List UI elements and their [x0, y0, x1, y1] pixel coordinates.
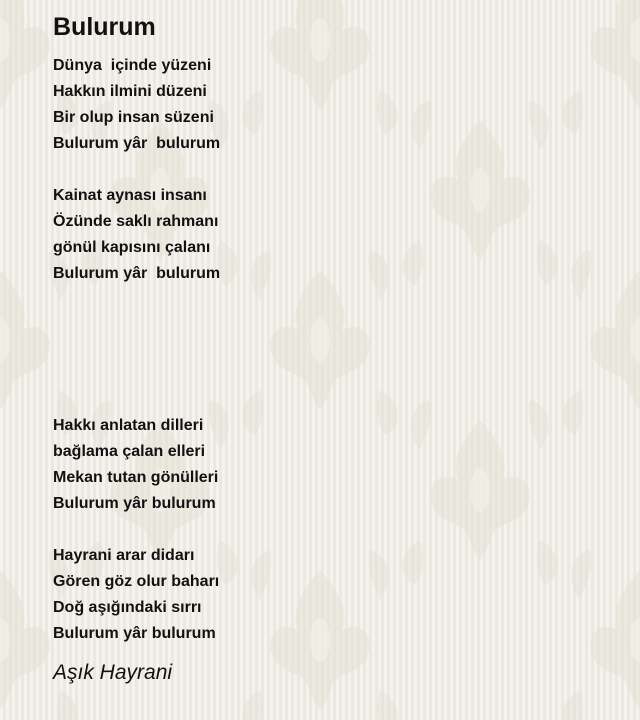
poem-line: gönül kapısını çalanı [53, 239, 211, 256]
stanza-1 [53, 53, 220, 157]
poem-line: Hakkın ilmini düzeni [53, 83, 207, 100]
poem-line: Bulurum yâr bulurum [53, 265, 221, 282]
stanza-spacer [53, 157, 220, 183]
stanza-4 [53, 543, 220, 647]
poem-line: Hayrani arar didarı [53, 547, 195, 564]
poem-line: Dünya içinde yüzeni [53, 57, 212, 74]
poem-line: Kainat aynası insanı [53, 187, 207, 204]
stanza-spacer [53, 517, 220, 543]
stanza-2 [53, 183, 220, 287]
poem-line: Bir olup insan süzeni [53, 109, 214, 126]
poem-line: Bulurum yâr bulurum [53, 135, 221, 152]
poem-author: Aşık Hayrani [53, 661, 173, 684]
poem [53, 10, 220, 687]
poem-line: Bulurum yâr bulurum [53, 625, 216, 642]
poem-title: Bulurum [53, 13, 156, 41]
poem-line: Özünde saklı rahmanı [53, 213, 219, 230]
poem-line: Doğ aşığındaki sırrı [53, 599, 202, 616]
poem-line: Mekan tutan gönülleri [53, 469, 219, 486]
poem-line: bağlama çalan elleri [53, 443, 206, 460]
stanza-spacer [53, 287, 220, 413]
stanza-3 [53, 413, 220, 517]
poem-line: Hakkı anlatan dilleri [53, 417, 204, 434]
poem-line: Bulurum yâr bulurum [53, 495, 216, 512]
poem-line: Gören göz olur baharı [53, 573, 220, 590]
